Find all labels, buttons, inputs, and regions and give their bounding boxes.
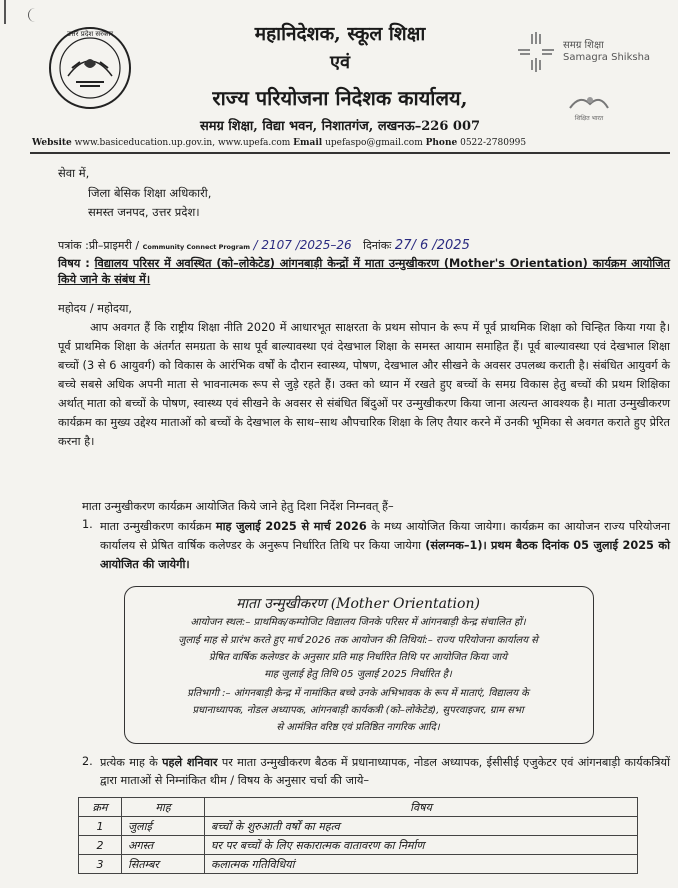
- item2-c: पर माता उन्मुखीकरण बैठक में प्रधानाध्यापक, नोडल अध्यापक, ईसीसीई एजुकेटर एवं आंगनबाड़ी कार्यकत्रियों द्वारा माताओं से निम्नांकित थीम / विषय के अनुसार चर्चा की जाये–: [100, 756, 671, 787]
- guideline-item-1: [100, 517, 670, 574]
- theme-table: [78, 797, 638, 874]
- ref-date-label: दिनांकः: [363, 239, 392, 252]
- box-line-7: से आमंत्रित वरिष्ठ एवं प्रतिष्ठित नागरिक आदि।: [276, 722, 440, 733]
- subject-text: विद्यालय परिसर में अवस्थित (को–लोकेटेड) आंगनबाड़ी केन्द्रों में माता उन्मुखीकरण (Mother's Orientation) कार्यक्रम आयोजित किये जाने के संबंध में।: [58, 257, 670, 286]
- col-header: क्रम: [79, 798, 122, 817]
- col-header: विषय: [205, 798, 638, 817]
- phone-label: Phone: [425, 138, 458, 148]
- addressee-2: समस्त जनपद, उत्तर प्रदेश।: [88, 205, 200, 219]
- table-row: [79, 817, 638, 836]
- addressee-1: जिला बेसिक शिक्षा अधिकारी,: [88, 186, 212, 200]
- ref-program: Community Connect Program: [142, 243, 251, 251]
- header-line-3: राज्य परियोजना निदेशक कार्यालय,: [212, 86, 468, 110]
- email-label: Email: [293, 138, 323, 148]
- table-cell: बच्चों के शुरुआती वर्षों का महत्व: [205, 817, 638, 836]
- subject-label: विषय :: [58, 257, 90, 270]
- website-label: Website: [32, 138, 72, 148]
- logo-text: उत्तर प्रदेश सरकार: [66, 30, 114, 38]
- col-header: माह: [122, 798, 205, 817]
- samagra-hindi: समग्र शिक्षा: [563, 40, 604, 51]
- table-row: [79, 855, 638, 874]
- ref-date: 27/ 6 /2025: [394, 238, 470, 253]
- paragraph-2: माता उन्मुखीकरण कार्यक्रम आयोजित किये जाने हेतु दिशा निर्देश निम्नवत् हैं–: [82, 500, 394, 513]
- box-line-6: प्रधानाध्यापक, नोडल अध्यापक, आंगनबाड़ी कार्यकत्री (को–लोकेटेड), सुपरवाइजर, ग्राम सभा: [192, 705, 524, 716]
- paragraph-1: आप अवगत हैं कि राष्ट्रीय शिक्षा नीति 2020 में आधारभूत साक्षरता के प्रथम सोपान के रूप में पूर्व प्राथमिक शिक्षा को चिन्हित किया गया है। पूर्व प्राथमिक शिक्षा के अंतर्गत समग्रता के साथ पूर्व बाल्यावस्था एवं देखभाल शिक्षा के समस्त आयाम समाहित हैं। पूर्व बाल्यावस्था एवं देखभाल शिक्षा बच्चों (3 से 6 आयुवर्ग) को विकास के आरंभिक वर्षों के दौरान स्वास्थ्य, पोषण, देखभाल और सीखने के अवसर उपलब्ध कराती है। संबंधित आयुवर्ग के बच्चे सबसे अधिक अपनी माता से भावनात्मक रूप से जुड़े रहते हैं। उक्त को ध्यान में रखते हुए बच्चों के समग्र विकास हेतु बच्चों की प्रथम शिक्षिका अर्थात् माता को बच्चों के पोषण, स्वास्थ्य एवं सीखने के अवसर से संबंधित बिंदुओं पर उन्मुखीकरण किया जाना अत्यन्त आवश्यक है। माता उन्मुखीकरण कार्यक्रम का मुख्य उद्देश्य माताओं को बच्चों के देखभाल के साथ–साथ औपचारिक शिक्षा के लिए तैयार करने में उनकी भूमिका से अवगत कराते हुए प्रेरित करना है।: [58, 321, 670, 448]
- table-cell: सितम्बर: [122, 855, 205, 874]
- item1-c: के मध्य आयोजित किया जायेगा। कार्यक्रम का आयोजन राज्य परियोजना कार्यालय से प्रेषित वार्षिक कलेण्डर के अनुरूप निर्धारित तिथि पर किया जायेगा: [100, 520, 671, 552]
- website: www.basiceducation.up.gov.in, www.upefa.com: [74, 138, 291, 148]
- table-cell: जुलाई: [122, 817, 205, 836]
- box-line-1: आयोजन स्थल:– प्राथमिक/कम्पोजिट विद्यालय जिनके परिसर में आंगनबाड़ी केन्द्र संचालित हों।: [190, 617, 526, 628]
- table-cell: 3: [79, 855, 122, 874]
- email: upefaspo@gmail.com: [325, 138, 423, 148]
- table-cell: कलात्मक गतिविधियां: [205, 855, 638, 874]
- item1-number: 1.: [82, 518, 93, 531]
- samagra-shiksha-logo: [514, 30, 560, 74]
- table-cell: 2: [79, 836, 122, 855]
- table-cell: घर पर बच्चों के लिए सकारात्मक वातावरण का निर्माण: [205, 836, 638, 855]
- ref-prefix: पत्रांक :प्री–प्राइमरी /: [58, 239, 140, 252]
- table-cell: अगस्त: [122, 836, 205, 855]
- header-line-1: महानिदेशक, स्कूल शिक्षा: [254, 23, 426, 45]
- greeting: महोदय / महोदया,: [58, 302, 132, 315]
- box-title: माता उन्मुखीकरण (Mother Orientation): [236, 596, 480, 612]
- shikshit-bharat-logo: [566, 92, 612, 122]
- phone: 0522-2780995: [460, 138, 527, 148]
- ref-number: / 2107 /2025–26: [253, 238, 352, 252]
- shikshit-bharat-text: शिक्षित भारत: [574, 115, 604, 122]
- subject: [58, 256, 670, 288]
- contact-line: [32, 138, 672, 148]
- box-line-5: प्रतिभागी :– आंगनबाड़ी केन्द्र में नामांकित बच्चे उनके अभिभावक के रूप में माताएं, विद्यालय के: [187, 688, 529, 699]
- item2-a: प्रत्येक माह के: [100, 756, 158, 769]
- salutation: सेवा में,: [58, 166, 90, 180]
- scan-mark: [4, 0, 6, 24]
- table-header-row: [79, 798, 638, 817]
- samagra-english: Samagra Shiksha: [563, 52, 651, 63]
- item2-number: 2.: [82, 755, 93, 768]
- item1-b: माह जुलाई 2025 से मार्च 2026: [215, 520, 367, 533]
- header-line-4: समग्र शिक्षा, विद्या भवन, निशातगंज, लखनऊ–226 007: [199, 119, 481, 134]
- box-line-2: जुलाई माह से प्रारंभ करते हुए मार्च 2026 तक आयोजन की तिथियां:– राज्य परियोजना कार्यालय से: [178, 635, 538, 646]
- reference-line: [58, 238, 658, 253]
- header-line-2: एवं: [330, 52, 350, 73]
- item2-b: पहले शनिवार: [162, 756, 218, 769]
- item1-d: (संलग्नक–1)।: [425, 539, 487, 552]
- guideline-item-2: [100, 754, 670, 790]
- scan-mark-curve: [28, 8, 37, 22]
- table-row: [79, 836, 638, 855]
- item1-a: माता उन्मुखीकरण कार्यक्रम: [100, 520, 212, 533]
- item1-e: प्रथम बैठक दिनांक 05 जुलाई 2025 को आयोजित की जायेगी।: [100, 539, 670, 571]
- up-government-logo: [48, 26, 132, 110]
- table-cell: 1: [79, 817, 122, 836]
- box-line-3: प्रेषित वार्षिक कलेण्डर के अनुसार प्रति माह निर्धारित तिथि पर आयोजित किया जाये: [208, 652, 507, 663]
- box-line-4: माह जुलाई हेतु तिथि 05 जुलाई 2025 निर्धारित है।: [264, 669, 452, 680]
- header-divider: [30, 152, 670, 154]
